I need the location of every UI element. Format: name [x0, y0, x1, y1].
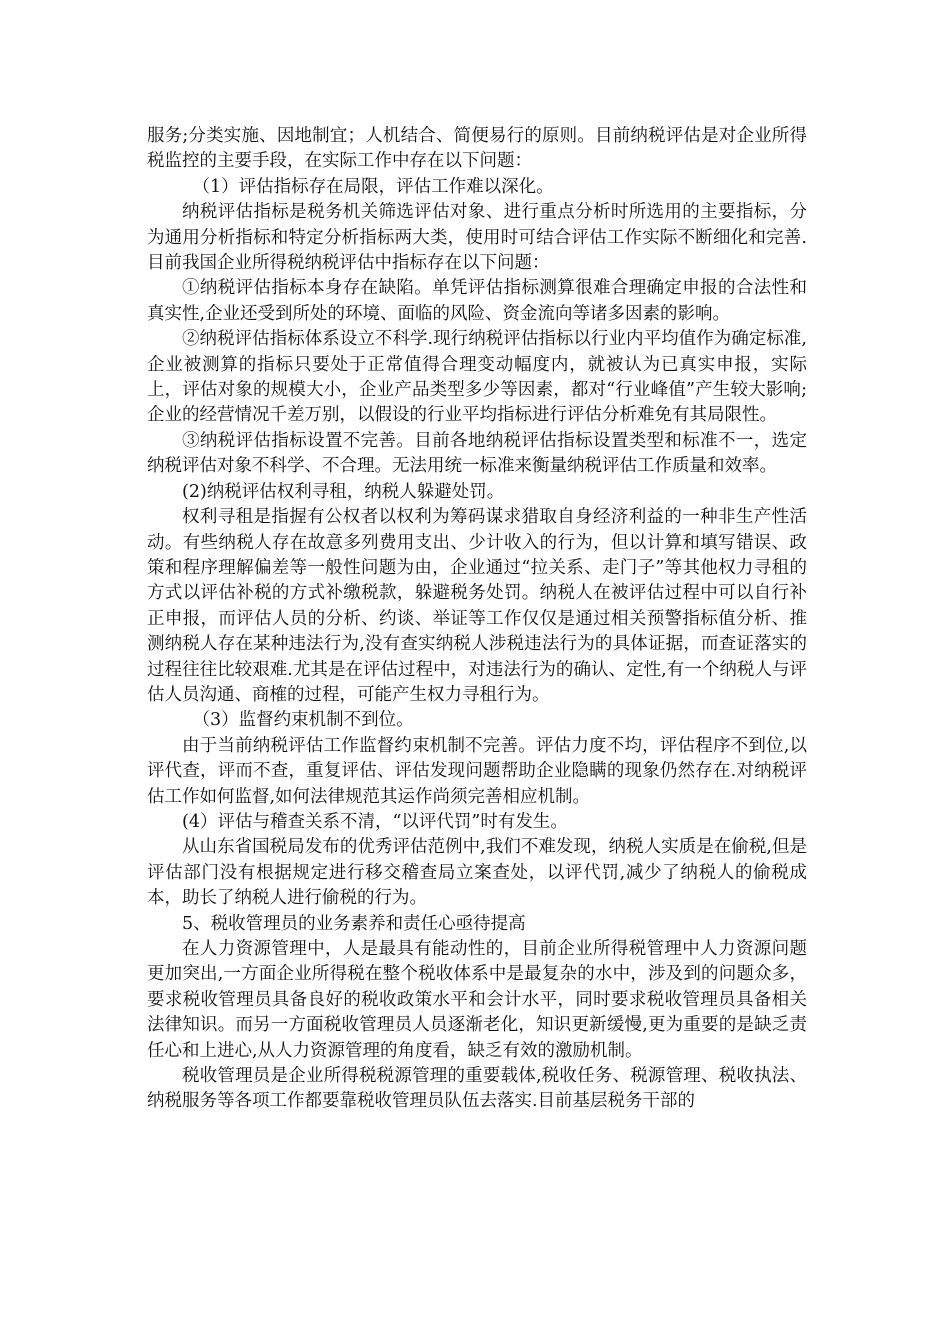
- paragraph-tax-administrator: 税收管理员是企业所得税税源管理的重要载体,税收任务、税源管理、税收执法、纳税服务等各项工作都要靠税收管理员队伍去落实.目前基层税务干部的: [147, 1066, 807, 1112]
- paragraph-intro: 服务;分类实施、因地制宜；人机结合、简便易行的原则。目前纳税评估是对企业所得税监控的主要手段，在实际工作中存在以下问题：: [147, 126, 807, 172]
- paragraph-indicator-setting: ③纳税评估指标设置不完善。目前各地纳税评估指标设置类型和标准不一，选定纳税评估对象不科学、不合理。无法用统一标准来衡量纳税评估工作质量和效率。: [147, 430, 807, 477]
- paragraph-indicator-defect: ①纳税评估指标本身存在缺陷。单凭评估指标测算很难合理确定申报的合法性和真实性,企业还受到所处的环境、面临的风险、资金流向等诸多因素的影响。: [147, 278, 807, 324]
- paragraph-indicator-system: ②纳税评估指标体系设立不科学.现行纳税评估指标以行业内平均值作为确定标准,企业被测算的指标只要处于正常值得合理变动幅度内，就被认为已真实申报，实际上，评估对象的规模大小，企业产品类型多少等因素，都对“行业峰值”产生较大影响;企业的经营情况千差万别，以假设的行业平均指标进行评估分析难免有其局限性。: [147, 329, 807, 426]
- paragraph-rent-seeking: 权利寻租是指握有公权者以权利为筹码谋求猎取自身经济利益的一种非生产性活动。有些纳税人存在故意多列费用支出、少计收入的行为，但以计算和填写错误、政策和程序理解偏差等一般性问题为由，企业通过“拉关系、走门子”等其他权力寻租的方式以评估补税的方式补缴税款，躲避税务处罚。纳税人在被评估过程中可以自行补正申报，而评估人员的分析、约谈、举证等工作仅仅是通过相关预警指标值分析、推测纳税人存在某种违法行为,没有查实纳税人涉税违法行为的具体证据，而查证落实的过程往往比较艰难.尤其是在评估过程中，对违法行为的确认、定性,有一个纳税人与评估人员沟通、商榷的过程，可能产生权力寻租行为。: [147, 507, 807, 705]
- paragraph-human-resources: 在人力资源管理中，人是最具有能动性的，目前企业所得税管理中人力资源问题更加突出,一方面企业所得税在整个税收体系中是最复杂的水中，涉及到的问题众多，要求税收管理员具备良好的税收政策水平和会计水平，同时要求税收管理员具备相关法律知识。而另一方面税收管理员人员逐渐老化，知识更新缓慢,更为重要的是缺乏责任心和上进心,从人力资源管理的角度看，缺乏有效的激励机制。: [147, 939, 807, 1061]
- heading-issue-3: （3）监督约束机制不到位。: [192, 710, 414, 731]
- heading-issue-1: （1）评估指标存在局限，评估工作难以深化。: [192, 176, 554, 197]
- heading-issue-2: (2)纳税评估权利寻租，纳税人躲避处罚。: [182, 481, 505, 502]
- heading-issue-4: (4）评估与稽查关系不清，“以评代罚”时有发生。: [182, 811, 568, 832]
- document-body: [147, 124, 807, 1115]
- paragraph-supervision: 由于当前纳税评估工作监督约束机制不完善。评估力度不均，评估程序不到位,以评代查，评而不查，重复评估、评估发现问题帮助企业隐瞒的现象仍然存在.对纳税评估工作如何监督,如何法律规范其运作尚须完善相应机制。: [147, 735, 807, 807]
- paragraph-indicator-definition: 纳税评估指标是税务机关筛选评估对象、进行重点分析时所选用的主要指标，分为通用分析指标和特定分析指标两大类，使用时可结合评估工作实际不断细化和完善.目前我国企业所得税纳税评估中指标存在以下问题：: [147, 202, 807, 274]
- heading-section-5: 5、税收管理员的业务素养和责任心亟待提高: [182, 913, 526, 934]
- paragraph-shandong-example: 从山东省国税局发布的优秀评估范例中,我们不难发现，纳税人实质是在偷税,但是评估部门没有根据规定进行移交稽查局立案查处，以评代罚,减少了纳税人的偷税成本，助长了纳税人进行偷税的行为。: [147, 837, 807, 909]
